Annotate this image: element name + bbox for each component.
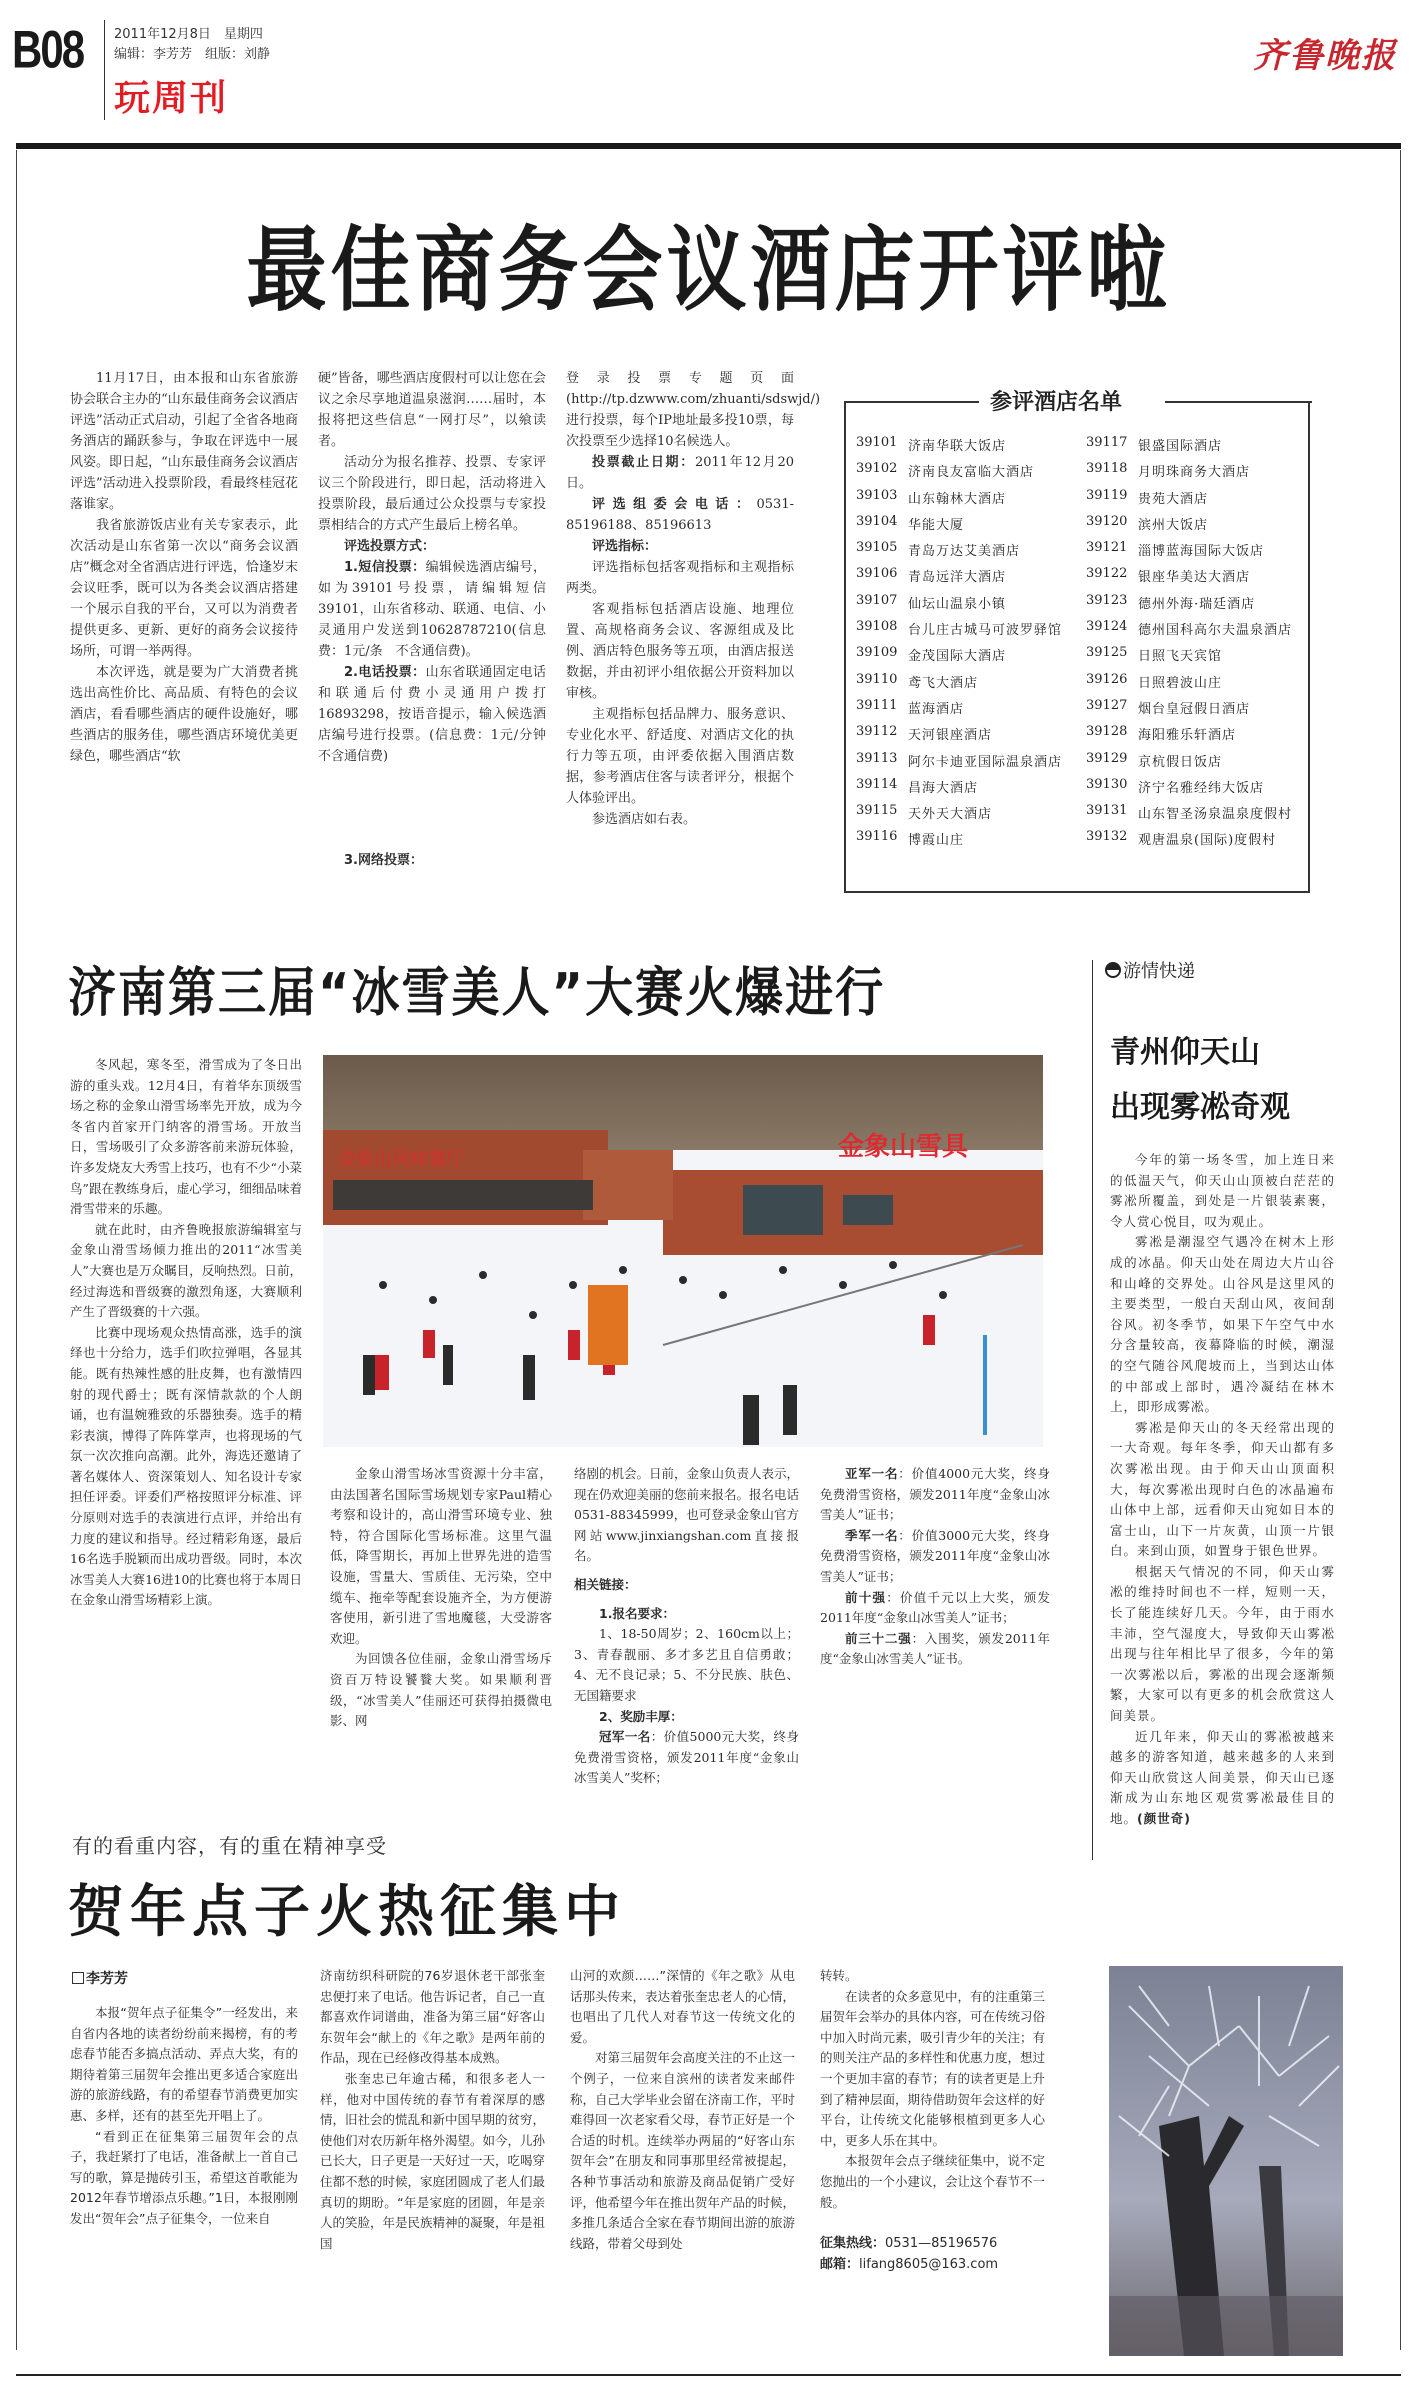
hotel-code: 39125 xyxy=(1086,645,1128,661)
hotel-code: 39107 xyxy=(856,592,898,608)
hotel-list-item xyxy=(856,829,1076,855)
hotel-name: 金茂国际大酒店 xyxy=(908,649,1007,665)
article1-col1 xyxy=(70,368,298,767)
criteria-heading: 评选指标： xyxy=(592,539,658,554)
hotel-code: 39123 xyxy=(1086,592,1128,608)
hotel-list xyxy=(856,435,1306,856)
headline-new-year-ideas: 贺年点子火热征集中 xyxy=(68,1880,626,1945)
committee-phone-label: 评选组委会电话： xyxy=(592,497,757,512)
prize-text: ：价值3000元大奖，终身免费滑雪资格，颁发2011年度“金象山冰雪美人”证书； xyxy=(820,1527,1050,1584)
hotel-list-item xyxy=(1086,619,1306,645)
hotel-list-item xyxy=(856,488,1076,514)
rime-frost-tree-image xyxy=(1109,1966,1343,2356)
prize-text: ：价值4000元大奖，终身免费滑雪资格，颁发2011年度“金象山冰雪美人”证书； xyxy=(820,1466,1050,1523)
paragraph: 转转。 xyxy=(820,1968,858,1983)
frame-right xyxy=(1400,150,1401,2350)
hotel-list-item xyxy=(1086,724,1306,750)
hotel-list-item xyxy=(1086,672,1306,698)
hotel-list-item xyxy=(1086,435,1306,461)
phone-vote-text: 山东省联通固定电话和联通后付费小灵通用户拨打16893298，按语音提示，输入候选酒店编号进行投票。(信息费：1元/分钟 不含通信费) xyxy=(318,665,560,764)
dateline xyxy=(114,25,270,65)
hotel-list-item xyxy=(1086,488,1306,514)
hotel-name: 天河银座酒店 xyxy=(908,728,993,744)
paragraph: 山河的欢颜……”深情的《年之歌》从电话那头传来，表达着张奎忠老人的心情，也唱出了几代人对春节这一传统文化的爱。 xyxy=(570,1968,796,2045)
paragraph: 雾凇是潮湿空气遇冷在树木上形成的冰晶。仰天山处在周边大片山谷和山峰的交界处。山谷风是这里风的主要类型，一般白天刮山风，夜间刮谷风。初冬季节，如果下午空气中水分含量较高，夜幕降临的时候，潮湿的空气随谷风爬坡而上，当到达山体的中部或上部时，遇冷凝结在林木上，即形成雾凇。 xyxy=(1110,1234,1335,1415)
travel-news-label xyxy=(1105,957,1195,983)
byline-author: 李芳芳 xyxy=(86,1971,128,1987)
hotel-code: 39104 xyxy=(856,513,898,529)
hotel-name: 日照碧波山庄 xyxy=(1138,675,1223,691)
hotel-name: 德州外海·瑞廷酒店 xyxy=(1138,596,1256,612)
deadline-value: 2011年12月20日。 xyxy=(566,455,794,491)
hotel-code: 39122 xyxy=(1086,566,1128,582)
author: (颜世奇) xyxy=(1137,1811,1191,1826)
header-divider xyxy=(104,20,105,120)
sidebar-headline-line1: 青州仰天山 xyxy=(1110,1035,1260,1070)
rime-photo xyxy=(1109,1966,1343,2356)
hotel-name: 天外天大酒店 xyxy=(908,807,993,823)
paragraph: 就在此时，由齐鲁晚报旅游编辑室与金象山滑雪场倾力推出的2011“冰雪美人”大赛也是万众瞩目，反响热烈。日前，经过海选和晋级赛的激烈角逐，大赛顺利产生了晋级赛的十六强。 xyxy=(70,1221,302,1320)
frame-left xyxy=(16,150,17,2350)
hotel-code: 39131 xyxy=(1086,803,1128,819)
paragraph: 为回馈各位佳丽，金象山滑雪场斥资百万特设饕餮大奖。如果顺利晋级，“冰雪美人”佳丽还可获得拍摄微电影、网 xyxy=(330,1651,552,1729)
paragraph: 雾凇是仰天山的冬天经常出现的一大奇观。每年冬季，仰天山都有多次雾凇出现。由于仰天山山顶面积大，每次雾凇出现时白色的冰晶遍布山体中上部，远看仰天山宛如日本的富士山，山下一片灰黄，山顶一片银白。来到山顶，如置身于银色世界。 xyxy=(1110,1419,1335,1559)
issue-date: 2011年12月8日 星期四 xyxy=(114,27,263,42)
prize-label: 季军一名 xyxy=(845,1527,899,1543)
hotel-code: 39102 xyxy=(856,461,898,477)
hotel-list-item xyxy=(856,461,1076,487)
hotel-list-item xyxy=(1086,777,1306,803)
hotel-list-item xyxy=(1086,461,1306,487)
paragraph: 客观指标包括酒店设施、地理位置、高规格商务会议、客源组成及比例、酒店特色服务等五项，由酒店报送数据，并由初评小组依据公开资料加以审核。 xyxy=(566,602,794,701)
hotel-name: 鸢飞大酒店 xyxy=(908,675,979,691)
hotel-list-item xyxy=(1086,566,1306,592)
hotel-list-title: 参评酒店名单 xyxy=(990,390,1123,415)
headline-hotel-awards: 最佳商务会议酒店开评啦 xyxy=(246,217,1171,325)
svg-text:金象山雪具: 金象山雪具 xyxy=(838,1132,969,1162)
hotel-name: 博霞山庄 xyxy=(908,833,965,849)
paragraph: 在读者的众多意见中，有的注重第三届贺年会举办的具体内容，可在传统习俗中加入时尚元素，吸引青少年的关注；有的则关注产品的多样性和优惠力度，想过一个更加丰富的春节；有的读者更是上升到了精神层面，期待借助贺年会这样的好平台，让传统文化能够根植到更多人心中，更多人乐在其中。 xyxy=(820,1988,1046,2148)
hotel-name: 济南华联大饭店 xyxy=(908,439,1007,454)
hotel-list-item xyxy=(856,803,1076,829)
hotel-code: 39130 xyxy=(1086,776,1128,792)
hotel-code: 39120 xyxy=(1086,513,1128,529)
page-number: B08 xyxy=(12,20,84,79)
hotel-name: 京杭假日饭店 xyxy=(1138,754,1223,770)
hotel-code: 39113 xyxy=(856,750,898,766)
prize-label: 前十强 xyxy=(845,1589,887,1605)
paragraph: 主观指标包括品牌力、服务意识、专业化水平、舒适度、对酒店文化的执行力等五项，由评委依据入围酒店数据，参考酒店住客与读者评分，根据个人体验评出。 xyxy=(566,707,794,806)
hotel-list-item xyxy=(1086,803,1306,829)
hotel-list-item xyxy=(856,514,1076,540)
hotel-code: 39111 xyxy=(856,697,898,713)
paragraph: 今年的第一场冬雪，加上连日来的低温天气，仰天山山顶被白茫茫的雾凇所覆盖，到处是一片银装素裹，令人赏心悦目，叹为观止。 xyxy=(1110,1152,1335,1229)
paragraph: 本次评选，就是要为广大消费者挑选出高性价比、高品质、有特色的会议酒店，看看哪些酒店的硬件设施好，哪些酒店的服务佳，哪些酒店环境优美更绿色，哪些酒店“软 xyxy=(70,665,298,764)
article3-col2 xyxy=(320,1966,545,2254)
sms-vote-text: 编辑候选酒店编号，如为39101号投票，请编辑短信39101，山东省移动、联通、电信、小灵通用户发送到10628787210(信息费：1元/条 不含通信费)。 xyxy=(318,560,546,659)
paragraph: 对第三届贺年会高度关注的不止这一个例子，一位来自滨州的读者发来邮件称，自己大学毕业会留在济南工作，平时难得回一次老家看父母，春节正好是一个合适的时机。连续举办两届的“好客山东贺年会”在朋友和同事那里经常被提起，各种节事活动和旅游及商品促销广受好评，他希望今年在推出贺年产品的时候，多推几条适合全家在春节期间出游的旅游线路，带着父母到处 xyxy=(570,2050,796,2251)
voting-heading: 评选投票方式： xyxy=(344,539,436,554)
hotel-code: 39108 xyxy=(856,619,898,635)
hotel-list-item xyxy=(856,566,1076,592)
paragraph: 评选指标包括客观指标和主观指标两类。 xyxy=(566,560,794,596)
hotel-code: 39116 xyxy=(856,829,898,845)
hotel-list-item xyxy=(856,672,1076,698)
hotel-name: 滨州大饭店 xyxy=(1138,517,1209,533)
paragraph: 本报贺年会点子继续征集中，说不定您抛出的一个小建议，会让这个春节不一般。 xyxy=(820,2153,1046,2210)
requirements-text: 1、18-50周岁；2、160cm以上；3、青春靓丽、多才多艺且自信勇敢；4、无不良记录；5、不分民族、肤色、无国籍要求 xyxy=(574,1626,799,1703)
committee-phone: 0531-85196188、85196613 xyxy=(566,497,794,533)
hotel-list-item xyxy=(1086,514,1306,540)
svg-text:金象山风味餐厅: 金象山风味餐厅 xyxy=(338,1149,464,1170)
hotel-list-item xyxy=(856,724,1076,750)
hotel-name: 山东翰林大酒店 xyxy=(908,491,1007,507)
hotel-name: 海阳雅乐轩酒店 xyxy=(1138,728,1237,744)
sidebar-headline-line2: 出现雾凇奇观 xyxy=(1110,1090,1290,1125)
paragraph: 11月17日，由本报和山东省旅游协会联合主办的“山东最佳商务会议酒店评选”活动正式启动，引起了全省各地商务酒店的踊跃参与，争取在评选中一展风姿。即日起，“山东最佳商务会议酒店评选”活动进入投票阶段，看最终桂冠花落谁家。 xyxy=(70,371,298,512)
hotel-name: 阿尔卡迪亚国际温泉酒店 xyxy=(908,754,1063,770)
prize-text: ：价值5000元大奖，终身免费滑雪资格，颁发2011年度“金象山冰雪美人”奖杯； xyxy=(574,1729,799,1786)
requirements-label: 1.报名要求： xyxy=(599,1605,675,1621)
hotel-list-item xyxy=(856,751,1076,777)
hotel-code: 39112 xyxy=(856,724,898,740)
hotel-name: 青岛远洋大酒店 xyxy=(908,570,1007,586)
hotel-name: 贵苑大酒店 xyxy=(1138,491,1209,507)
half-circle-icon xyxy=(1105,962,1121,978)
paragraph: 硬”皆备，哪些酒店度假村可以让您在会议之余尽享地道温泉滋润……届时，本报将把这些信息“一网打尽”，以飨读者。 xyxy=(318,371,546,449)
hotel-code: 39105 xyxy=(856,540,898,556)
paragraph: 张奎忠已年逾古稀，和很多老人一样，他对中国传统的春节有着深厚的感情，旧社会的慌乱和新中国早期的贫穷，使他们对农历新年格外渴望。如今，儿孙已长大，日子更是一天好过一天，吃喝穿住都不愁的时候，家庭团圆成了老人们最真切的期盼。“年是家庭的团圆，年是亲人的笑脸，年是民族精神的凝聚，年是祖国 xyxy=(320,2070,546,2251)
hotel-name: 日照飞天宾馆 xyxy=(1138,649,1223,665)
paragraph: “看到正在征集第三届贺年会的点子，我赶紧打了电话，准备献上一首自己写的歌，算是抛砖引玉，希望这首歌能为2012年春节增添点乐趣。”1日，本报刚刚发出“贺年会”点子征集令，一位来自 xyxy=(70,2128,298,2226)
article2-col2 xyxy=(330,1464,552,1732)
hotel-code: 39114 xyxy=(856,776,898,792)
paragraph: 近几年来，仰天山的雾凇被越来越多的游客知道，越来越多的人来到仰天山欣赏这人间美景，仰天山已逐渐成为山东地区观赏雾凇最佳目的地。 xyxy=(1110,1728,1335,1826)
hotel-code: 39115 xyxy=(856,803,898,819)
hotel-list-item xyxy=(856,645,1076,671)
hotel-list-item xyxy=(856,593,1076,619)
hotel-code: 39124 xyxy=(1086,619,1128,635)
sidebar-body xyxy=(1110,1150,1335,1830)
hotel-name: 华能大厦 xyxy=(908,517,965,533)
article1-col2 xyxy=(318,368,560,767)
hotel-code: 39106 xyxy=(856,566,898,582)
hotel-code: 39119 xyxy=(1086,487,1128,503)
paragraph: 本报“贺年点子征集令”一经发出，来自省内各地的读者纷纷前来揭榜，有的考虑春节能否多搞点活动、弄点大奖，有的期待着第三届贺年会推出更多适合家庭出游的旅游线路，有的希望春节消费更加实惠、多样，还有的甚至先开唱上了。 xyxy=(70,2005,298,2123)
hotel-name: 蓝海酒店 xyxy=(908,701,965,717)
hotel-name: 德州国科高尔夫温泉酒店 xyxy=(1138,623,1293,639)
ski-resort-photo xyxy=(323,1055,1043,1447)
hotline-label: 征集热线： xyxy=(820,2236,886,2252)
article2-col3 xyxy=(574,1464,799,1789)
hotel-list-item xyxy=(1086,540,1306,566)
section-title: 玩周刊 xyxy=(114,78,229,119)
hotel-code: 39121 xyxy=(1086,540,1128,556)
hotline-number: 0531—85196576 xyxy=(885,2236,998,2252)
square-icon xyxy=(72,1972,84,1984)
article3-col3 xyxy=(570,1966,795,2254)
paragraph: 活动分为报名推荐、投票、专家评议三个阶段进行，即日起，活动将进入投票阶段，最后通过公众投票与专家投票相结合的方式产生最后上榜名单。 xyxy=(318,455,546,533)
hotel-name: 山东智圣汤泉温泉度假村 xyxy=(1138,807,1293,823)
hotel-list-item xyxy=(856,698,1076,724)
paragraph: 冬风起，寒冬至，滑雪成为了冬日出游的重头戏。12月4日，有着华东顶级雪场之称的金象山滑雪场率先开放，成为今冬省内首家开门纳客的滑雪场。开放当日，雪场吸引了众多游客前来游玩体验，许多发烧友大秀雪上技巧，也有不少“小菜鸟”跟在教练身后，虚心学习，细细品味着滑雪带来的乐趣。 xyxy=(70,1057,302,1217)
hotel-name: 烟台皇冠假日酒店 xyxy=(1138,701,1251,717)
article3-subheadline: 有的看重内容，有的重在精神享受 xyxy=(72,1834,387,1858)
hotel-name: 月明珠商务大酒店 xyxy=(1138,465,1251,481)
hotel-code: 39132 xyxy=(1086,829,1128,845)
byline xyxy=(72,1968,128,1988)
paragraph: 我省旅游饭店业有关专家表示，此次活动是山东省第一次以“商务会议酒店”概念对全省酒店进行评选，恰逢岁末会议旺季，既可以为各类会议酒店搭建一个展示自我的平台，又可以为消费者提供更多、更新、更好的商务会议接待场所，可谓一举两得。 xyxy=(70,518,298,659)
contact-info xyxy=(820,2233,1045,2275)
article3-col1 xyxy=(70,2003,298,2230)
article2-col1 xyxy=(70,1055,302,1611)
hotel-name: 银盛国际酒店 xyxy=(1138,439,1223,454)
hotel-list-item xyxy=(856,435,1076,461)
bottom-rule xyxy=(16,2374,1401,2376)
web-vote-label: 3.网络投票： xyxy=(344,853,423,868)
prize-text: ：价值千元以上大奖，颁发2011年度“金象山冰雪美人”证书； xyxy=(820,1589,1050,1626)
hotel-code: 39117 xyxy=(1086,435,1128,450)
article3-col4 xyxy=(820,1966,1045,2275)
hotel-code: 39101 xyxy=(856,435,898,450)
hotel-list-item xyxy=(856,540,1076,566)
paragraph: 根据天气情况的不同，仰天山雾凇的维持时间也不一样，短则一天，长了能连续好几天。今年，由于雨水丰沛，空气湿度大，导致仰天山雾凇出现与往年相比早了很多，今年的第一次雾凇以后，雾凇的出现会逐渐频繁，大家可以有更多的机会欣赏这人间美景。 xyxy=(1110,1563,1335,1724)
hotel-code: 39129 xyxy=(1086,750,1128,766)
hotel-name: 昌海大酒店 xyxy=(908,780,979,796)
hotel-code: 39126 xyxy=(1086,671,1128,687)
hotel-code: 39103 xyxy=(856,487,898,503)
sidebar-label-text: 游情快递 xyxy=(1123,961,1195,982)
hotel-code: 39127 xyxy=(1086,697,1128,713)
article1-col3 xyxy=(566,368,821,830)
related-links-heading: 相关链接： xyxy=(574,1576,637,1592)
sidebar-divider xyxy=(1092,960,1093,1860)
hotel-name: 仙坛山温泉小镇 xyxy=(908,596,1007,612)
paragraph: 比赛中现场观众热情高涨，选手的演绎也十分给力，选手们吹拉弹唱，各显其能。既有热辣性感的肚皮舞，也有激情四射的现代爵士；既有深情款款的个人朗诵，也有温婉雅致的乐器独奏。选手的精彩表演，博得了阵阵掌声，也将现场的气氛一次次推向高潮。此外，海选还邀请了著名媒体人、资深策划人、知名设计专家担任评委。评委们严格按照评分标准、评分原则对选手的表演进行点评，并给出有力度的建议和指导。经过精彩角逐，最后16名选手脱颖而出成功晋级。同时，本次冰雪美人大赛16进10的比赛也将于本周日在金象山滑雪场精彩上演。 xyxy=(70,1324,302,1608)
prize-text: ：入围奖，颁发2011年度“金象山冰雪美人”证书。 xyxy=(820,1630,1050,1667)
hotel-list-item xyxy=(1086,829,1306,855)
top-rule xyxy=(16,143,1401,149)
sms-vote-label: 1.短信投票： xyxy=(344,560,426,575)
newspaper-logo: 齐鲁晚报 xyxy=(1253,36,1397,76)
hotel-list-item xyxy=(856,619,1076,645)
prize-label: 前三十二强 xyxy=(845,1630,912,1646)
hotel-code: 39118 xyxy=(1086,461,1128,477)
paragraph: 金象山滑雪场冰雪资源十分丰富，由法国著名国际雪场规划专家Paul精心考察和设计的，高山滑雪环境专业、独特，符合国际化雪场标准。这里气温低，降雪期长，再加上世界先进的造雪设施，雪量大、雪质佳、无污染，空中缆车、拖牵等配套设施齐全，为方便游客使用，新引进了雪地魔毯，大受游客欢迎。 xyxy=(330,1466,552,1646)
paragraph: 济南纺织科研院的76岁退休老干部张奎忠便打来了电话。他告诉记者，自己一直都喜欢作词谱曲，准备为第三届“好客山东贺年会“献上的《年之歌》是两年前的作品，现在已经修改得基本成熟。 xyxy=(320,1968,546,2066)
prize-label: 冠军一名 xyxy=(599,1729,651,1745)
prizes-label: 2、奖励丰厚： xyxy=(599,1708,683,1724)
hotel-list-item xyxy=(856,777,1076,803)
hotel-list-item xyxy=(1086,698,1306,724)
paragraph: 络剧的机会。日前，金象山负责人表示，现在仍欢迎美丽的您前来报名。报名电话0531-88345999，也可登录金象山官方网站www.jinxiangshan.com直接报名。 xyxy=(574,1466,800,1564)
hotel-list-item xyxy=(1086,751,1306,777)
phone-vote-label: 2.电话投票： xyxy=(344,665,426,680)
hotel-code: 39128 xyxy=(1086,724,1128,740)
prize-label: 亚军一名 xyxy=(845,1466,899,1481)
hotel-name: 观唐温泉(国际)度假村 xyxy=(1138,833,1277,849)
headline-ice-beauty: 济南第三届“冰雪美人”大赛火爆进行 xyxy=(68,962,886,1024)
hotel-list-item xyxy=(1086,593,1306,619)
hotel-name: 济宁名雅经纬大饭店 xyxy=(1138,780,1265,796)
email-label: 邮箱： xyxy=(820,2257,860,2273)
hotel-list-item xyxy=(1086,645,1306,671)
web-vote-text: 登录投票专题页面(http://tp.dzwww.com/zhuanti/sdswjd/)进行投票，每个IP地址最多投10票，每次投票至少选择10名候选人。 xyxy=(566,371,821,449)
ski-resort-image xyxy=(323,1055,1043,1447)
hotel-name: 银座华美达大酒店 xyxy=(1138,570,1251,586)
article2-col4 xyxy=(820,1464,1050,1670)
hotel-name: 台儿庄古城马可波罗驿馆 xyxy=(908,623,1063,639)
hotel-code: 39109 xyxy=(856,645,898,661)
hotel-name: 青岛万达艾美酒店 xyxy=(908,544,1021,560)
paragraph: 参选酒店如右表。 xyxy=(592,812,697,827)
editor-credits: 编辑：李芳芳 组版：刘静 xyxy=(114,47,271,62)
hotel-name: 淄博蓝海国际大饭店 xyxy=(1138,544,1265,560)
deadline-label: 投票截止日期： xyxy=(592,455,695,470)
sidebar-headline xyxy=(1110,1025,1290,1135)
hotel-name: 济南良友富临大酒店 xyxy=(908,465,1035,481)
hotel-code: 39110 xyxy=(856,671,898,687)
article1-col2-tail xyxy=(318,850,546,871)
email-address[interactable]: lifang8605@163.com xyxy=(859,2257,999,2273)
